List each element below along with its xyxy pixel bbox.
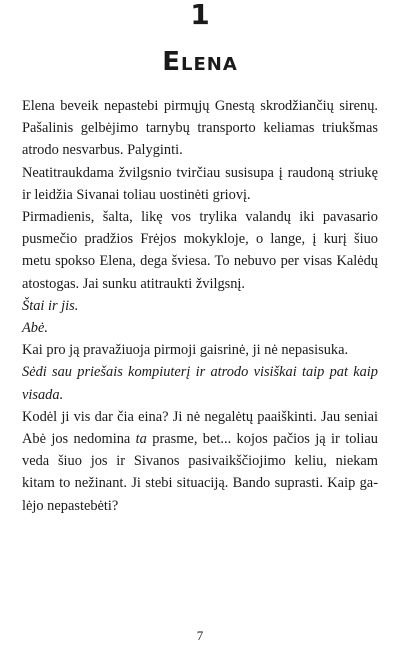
paragraph-1: Elena beveik nepastebi pirmųjų Gnestą skrodžiančių sirenų. Pašalinis gelbėjimo tarnybų transporto keliamas triukšmas atrodo nesvarbus. Palyginti. [22, 98, 378, 159]
chapter-title: Elena [162, 47, 238, 77]
paragraph-3: Pirmadienis, šalta, likę vos trylika valandų iki pavasario pusmečio pradžios Frėjos mokykloje, o lange, į kurį šiuo metu spokso Elena, dega šviesa. To nebuvo per visas Kalėdų atostogas. Jai sunku atitraukti žvilgsnį. [22, 209, 378, 292]
paragraph-6: Kai pro ją pravažiuoja pirmoji gaisrinė, ji nė nepasisuka. [22, 342, 349, 359]
paragraph-4: Štai ir jis. [22, 297, 79, 314]
page-number: 7 [196, 628, 204, 643]
chapter-number: 1 [190, 0, 210, 31]
body-text [22, 95, 378, 517]
paragraph-8-part-2: prasme, bet... kojos pačios ją ir toliau veda šiuo jos ir Sivanos pasivaikščiojimo keliu, niekam kitam to nežinant. Ji stebi situaciją. Bando suprasti. Kaip galėjo nepastebėti? [22, 431, 378, 514]
paragraph-8 [22, 406, 378, 517]
paragraph-5: Abė. [22, 320, 48, 337]
paragraph-7: Sėdi sau priešais kompiuterį ir atrodo visiškai taip pat kaip visada. [22, 364, 378, 403]
paragraph-8-emphasis: ta [135, 431, 147, 448]
paragraph-2: Neatitraukdama žvilgsnio tvirčiau susisupa į raudoną striukę ir leidžia Sivanai toliau uostinėti griovį. [22, 164, 378, 203]
paragraph-8-part-1: Kodėl ji vis dar čia eina? Ji nė negalėtų paaiškinti. Jau seniai Abė jos nedomina [22, 408, 378, 448]
